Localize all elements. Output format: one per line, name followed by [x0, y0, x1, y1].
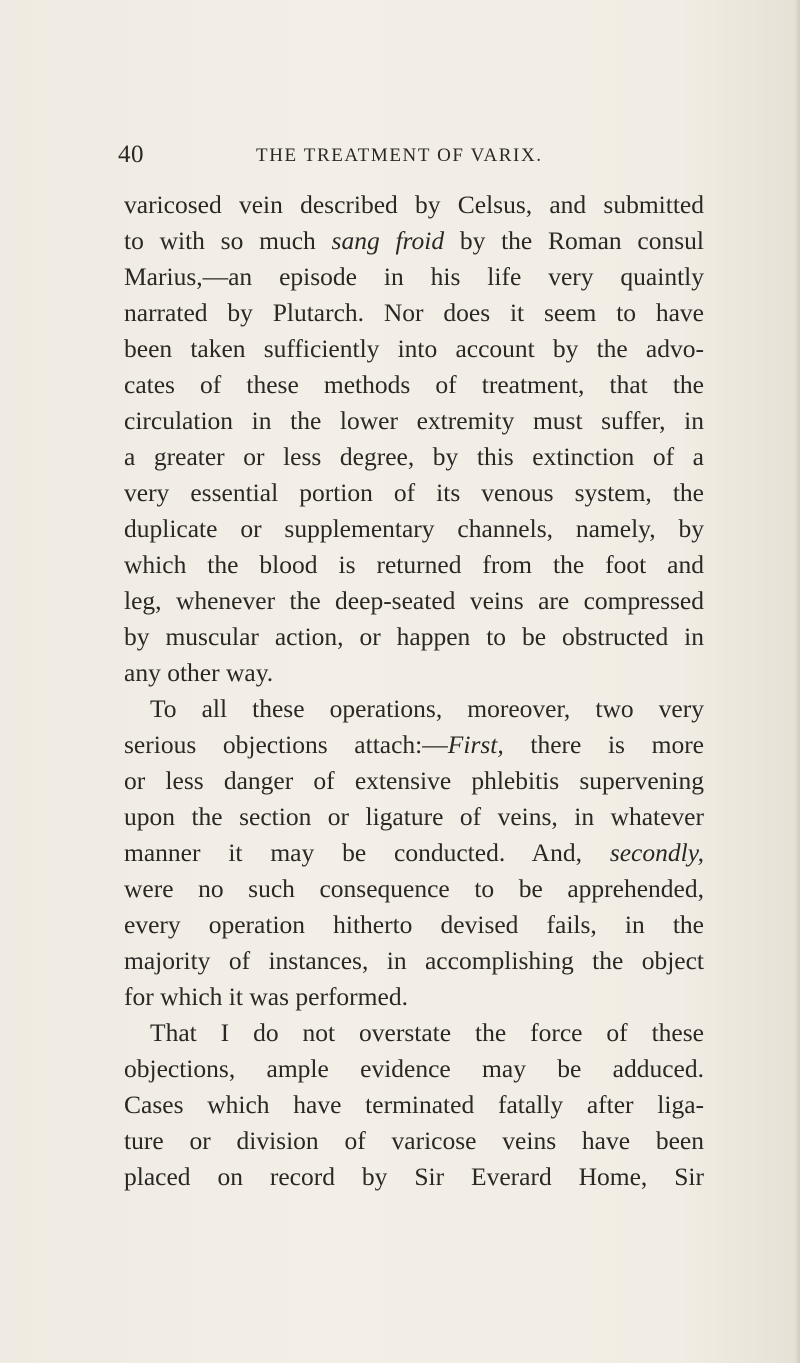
text-line: any other way. — [124, 658, 274, 687]
text-line: been taken sufficiently into account by the advo- — [124, 334, 704, 363]
text-line: placed on record by Sir Everard Home, Sir — [124, 1162, 704, 1191]
text-line: To all these operations, moreover, two very — [150, 694, 704, 723]
text-line: which the blood is returned from the foot and — [124, 550, 704, 579]
text-line: were no such consequence to be apprehended, — [124, 874, 704, 903]
body-text — [124, 187, 704, 1195]
italic-phrase: secondly, — [609, 838, 704, 867]
text-line: That I do not overstate the force of these — [150, 1018, 704, 1047]
running-head — [118, 141, 678, 171]
text-line: ture or division of varicose veins have been — [124, 1126, 704, 1155]
text-line: duplicate or supplementary channels, namely, by — [124, 514, 704, 543]
text-line: very essential portion of its venous system, the — [124, 478, 704, 507]
text-line: manner it may be conducted. And, secondly, — [124, 838, 704, 867]
italic-phrase: sang froid — [331, 226, 445, 255]
text-line: to with so much sang froid by the Roman consul — [124, 226, 704, 255]
text-line: or less danger of extensive phlebitis supervening — [124, 766, 704, 795]
text-line: Marius,—an episode in his life very quaintly — [124, 262, 704, 291]
text-line: varicosed vein described by Celsus, and submitted — [124, 190, 704, 219]
text-line: cates of these methods of treatment, that the — [124, 370, 704, 399]
text-line: serious objections attach:—First, there is more — [124, 730, 704, 759]
running-title: THE TREATMENT OF VARIX. — [256, 145, 543, 166]
italic-phrase: First, — [447, 730, 504, 759]
text-line: upon the section or ligature of veins, in whatever — [124, 802, 704, 831]
page-edge-shadow — [794, 0, 800, 1363]
text-line: majority of instances, in accomplishing the object — [124, 946, 704, 975]
text-line: every operation hitherto devised fails, in the — [124, 910, 704, 939]
page-number: 40 — [118, 141, 144, 168]
text-line: objections, ample evidence may be adduced. — [124, 1054, 704, 1083]
text-line: for which it was performed. — [124, 982, 408, 1011]
text-line: by muscular action, or happen to be obstructed in — [124, 622, 704, 651]
text-line: a greater or less degree, by this extinction of a — [124, 442, 704, 471]
text-line: circulation in the lower extremity must suffer, in — [124, 406, 704, 435]
text-line: leg, whenever the deep-seated veins are compressed — [124, 586, 704, 615]
text-line: Cases which have terminated fatally after liga- — [124, 1090, 704, 1119]
text-line: narrated by Plutarch. Nor does it seem to have — [124, 298, 704, 327]
